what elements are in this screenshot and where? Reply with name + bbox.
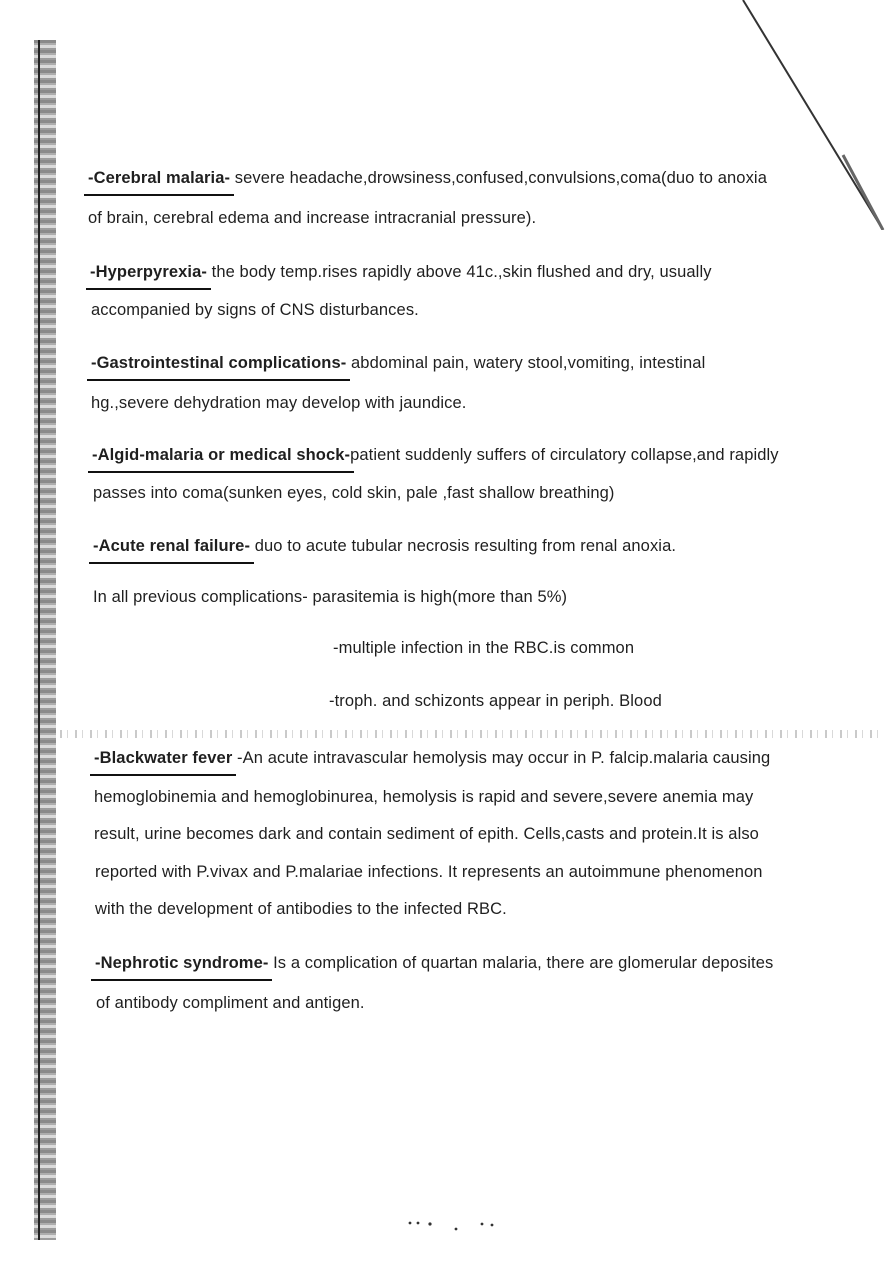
cont-hyperpyrexia: accompanied by signs of CNS disturbances. bbox=[91, 301, 419, 319]
item-nephrotic-syndrome bbox=[95, 953, 773, 973]
term-cerebral-malaria: -Cerebral malaria- bbox=[88, 169, 231, 187]
item-acute-renal-failure bbox=[93, 536, 676, 556]
cont-blackwater-fever: result, urine becomes dark and contain sediment of epith. Cells,casts and protein.It is also bbox=[94, 825, 759, 843]
cont-gastrointestinal: hg.,severe dehydration may develop with jaundice. bbox=[91, 394, 467, 412]
cont-blackwater-fever: reported with P.vivax and P.malariae infections. It represents an autoimmune phenomenon bbox=[95, 863, 763, 881]
item-cerebral-malaria bbox=[88, 168, 767, 188]
term-acute-renal-failure: -Acute renal failure- bbox=[93, 537, 251, 555]
desc-gastrointestinal: abdominal pain, watery stool,vomiting, intestinal bbox=[346, 354, 706, 372]
cont-algid-malaria: passes into coma(sunken eyes, cold skin, pale ,fast shallow breathing) bbox=[93, 484, 615, 502]
cont-cerebral-malaria: of brain, cerebral edema and increase intracranial pressure). bbox=[88, 209, 537, 227]
term-hyperpyrexia: -Hyperpyrexia- bbox=[90, 263, 207, 281]
item-gastrointestinal bbox=[91, 353, 705, 373]
term-algid-malaria: -Algid-malaria or medical shock- bbox=[92, 446, 351, 464]
term-blackwater-fever: -Blackwater fever bbox=[94, 749, 233, 767]
item-hyperpyrexia bbox=[90, 262, 712, 282]
scan-edge-line bbox=[38, 40, 40, 1240]
cont-blackwater-fever: with the development of antibodies to the infected RBC. bbox=[95, 900, 507, 918]
scan-noise bbox=[60, 730, 880, 738]
summary-point: -multiple infection in the RBC.is common bbox=[333, 639, 635, 657]
desc-acute-renal-failure: duo to acute tubular necrosis resulting from renal anoxia. bbox=[250, 537, 677, 555]
summary-point: -troph. and schizonts appear in periph. Blood bbox=[329, 692, 662, 710]
desc-blackwater-fever: -An acute intravascular hemolysis may occur in P. falcip.malaria causing bbox=[232, 749, 771, 767]
desc-nephrotic-syndrome: Is a complication of quartan malaria, there are glomerular deposites bbox=[268, 954, 774, 972]
term-nephrotic-syndrome: -Nephrotic syndrome- bbox=[95, 954, 269, 972]
term-gastrointestinal: -Gastrointestinal complications- bbox=[91, 354, 347, 372]
summary-intro: In all previous complications- parasitemia is high(more than 5%) bbox=[93, 588, 568, 606]
cont-blackwater-fever: hemoglobinemia and hemoglobinurea, hemolysis is rapid and severe,severe anemia may bbox=[94, 788, 754, 806]
desc-cerebral-malaria: severe headache,drowsiness,confused,convulsions,coma(duo to anoxia bbox=[230, 169, 767, 187]
desc-algid-malaria: patient suddenly suffers of circulatory collapse,and rapidly bbox=[350, 446, 779, 464]
item-algid-malaria bbox=[92, 445, 779, 465]
item-blackwater-fever bbox=[94, 748, 770, 768]
page-corner-fold bbox=[733, 0, 893, 230]
scan-specks bbox=[400, 1215, 510, 1235]
cont-nephrotic-syndrome: of antibody compliment and antigen. bbox=[96, 994, 365, 1012]
desc-hyperpyrexia: the body temp.rises rapidly above 41c.,skin flushed and dry, usually bbox=[206, 263, 712, 281]
